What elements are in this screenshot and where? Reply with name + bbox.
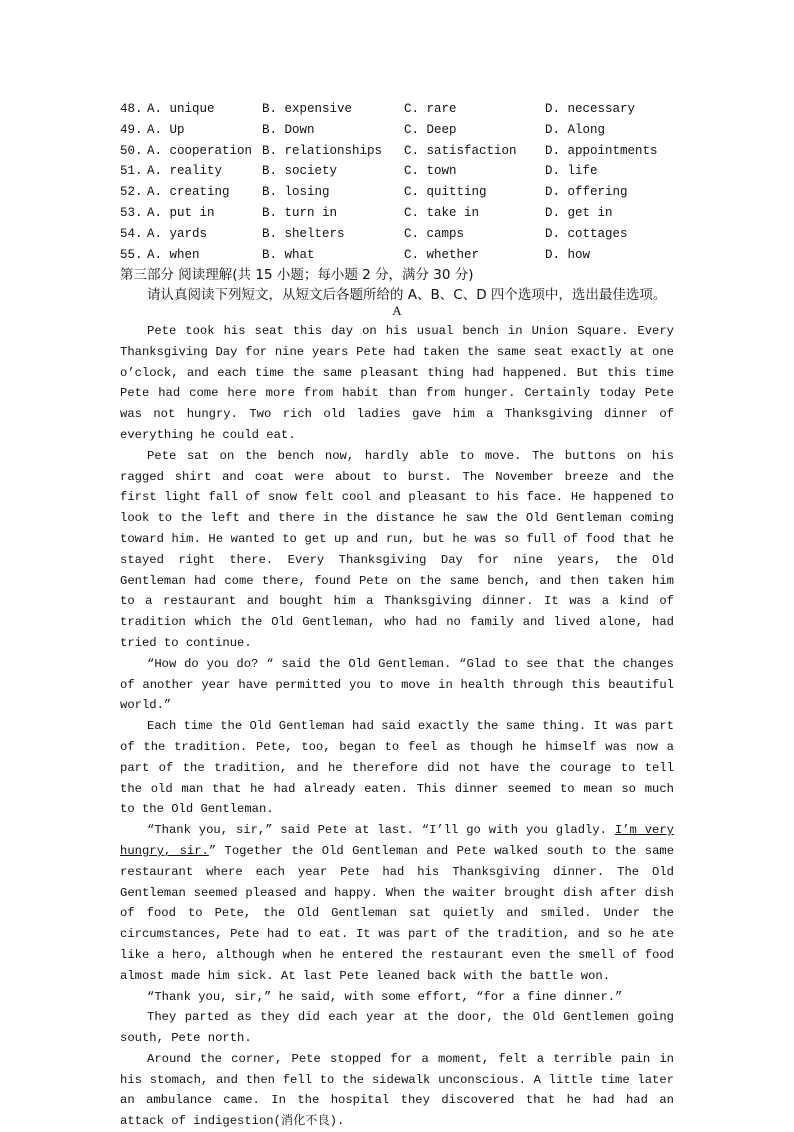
option-c: C. Deep	[404, 122, 457, 137]
option-a: A. cooperation	[147, 143, 253, 158]
question-number: 51.	[120, 164, 143, 179]
option-a: A. Up	[147, 122, 185, 137]
option-b: B. society	[262, 164, 338, 179]
paragraph: Around the corner, Pete stopped for a moment, felt a terrible pain in his stomach, and then fell to the sidewalk unconscious. A little time later an ambulance came. In the hospital they discovered that he had had an attack of indigestion(消化不良).	[120, 1051, 674, 1129]
answer-options	[120, 99, 680, 265]
option-d: D. how	[545, 247, 591, 262]
option-c: C. quitting	[404, 185, 487, 200]
option-row-54	[120, 224, 680, 245]
question-number: 52.	[120, 185, 143, 200]
passage-letter: A	[392, 303, 402, 318]
paragraph: Each time the Old Gentleman had said exactly the same thing. It was part of the tradition. Pete, too, began to feel as though he himself was now a part of the tradition, and he therefore did not have the courage to tell the old man that he had already eaten. This dinner seemed to mean so much to the Old Gentleman.	[120, 719, 674, 817]
option-b: B. expensive	[262, 102, 353, 116]
option-a: A. reality	[147, 164, 223, 179]
question-number: 50.	[120, 143, 143, 158]
question-number: 53.	[120, 205, 143, 220]
paragraph: Pete sat on the bench now, hardly able to move. The buttons on his ragged shirt and coat were about to burst. The November breeze and the first light fall of snow felt cool and pleasant to his face. He happened to look to the left and there in the distance he saw the Old Gentleman coming toward him. He wanted to get up and run, but he was so full of food that he stayed right there. Every Thanksgiving Day for nine years, the Old Gentleman had come there, found Pete on the same bench, and then taken him to a restaurant and bought him a Thanksgiving dinner. It was a kind of tradition which the Old Gentleman, who had no family and lived alone, had tried to continue.	[120, 448, 674, 650]
option-a: A. creating	[147, 185, 230, 200]
option-d: D. get in	[545, 205, 613, 220]
option-row-49	[120, 120, 680, 141]
option-row-51	[120, 161, 680, 182]
option-b: B. relationships	[262, 143, 383, 158]
paragraph: They parted as they did each year at the door, the Old Gentlemen going south, Pete north.	[120, 1010, 674, 1046]
option-d: D. necessary	[545, 102, 636, 116]
option-b: B. turn in	[262, 205, 338, 220]
option-d: D. offering	[545, 185, 628, 200]
option-c: C. satisfaction	[404, 143, 517, 158]
option-d: D. appointments	[545, 143, 658, 158]
option-a: A. yards	[147, 226, 208, 241]
question-number: 55.	[120, 247, 143, 262]
question-number: 49.	[120, 122, 143, 137]
option-d: D. life	[545, 164, 598, 179]
option-a: A. put in	[147, 205, 215, 220]
option-row-50	[120, 141, 680, 162]
option-row-48	[120, 99, 680, 120]
question-number: 54.	[120, 226, 143, 241]
option-row-53	[120, 203, 680, 224]
option-c: C. town	[404, 164, 457, 179]
paragraph: Pete took his seat this day on his usual bench in Union Square. Every Thanksgiving Day for nine years Pete had taken the same seat exactly at one o’clock, and each time the same pleasant thing had happened. But this time Pete had come here more from habit than from hunger. Certainly today Pete was not hungry. Two rich old ladies gave him a Thanksgiving dinner of everything he could eat.	[120, 324, 674, 442]
section-instruction: 请认真阅读下列短文，从短文后各题所给的 A、B、C、D 四个选项中，选出最佳选项。	[147, 287, 667, 303]
option-a: A. when	[147, 247, 200, 262]
reading-passage	[120, 321, 674, 1132]
option-b: B. what	[262, 247, 315, 262]
option-c: C. whether	[404, 247, 480, 262]
section-title: 第三部分 阅读理解(共 15 小题；每小题 2 分，满分 30 分)	[120, 267, 474, 283]
option-b: B. shelters	[262, 226, 345, 241]
text-segment: “Thank you, sir,” said Pete at last. “I’ll go with you gladly.	[147, 823, 615, 838]
option-b: B. Down	[262, 122, 315, 137]
text-segment: ” Together the Old Gentleman and Pete walked south to the same restaurant where each year Pete had his Thanksgiving dinner. The Old Gentleman seemed pleased and happy. When the waiter brought dish after dish of food to Pete, the Old Gentleman sat quietly and smiled. Under the circumstances, Pete had to eat. It was part of the tradition, and so he ate like a hero, although when he entered the restaurant even the smell of food almost made him sick. At last Pete leaned back with the battle won.	[120, 843, 675, 983]
paragraph: “How do you do? “ said the Old Gentleman. “Glad to see that the changes of another year have permitted you to move in health through this beautiful world.”	[120, 656, 674, 713]
option-c: C. camps	[404, 226, 465, 241]
option-d: D. Along	[545, 122, 606, 137]
option-d: D. cottages	[545, 226, 628, 241]
option-b: B. losing	[262, 185, 330, 200]
option-row-52	[120, 182, 680, 203]
option-a: A. unique	[147, 102, 215, 116]
paragraph	[120, 820, 674, 986]
option-c: C. rare	[404, 102, 457, 116]
paragraph: “Thank you, sir,” he said, with some effort, “for a fine dinner.”	[147, 989, 623, 1004]
underlined-sentence: I’m very hungry, sir.	[120, 823, 674, 858]
option-c: C. take in	[404, 205, 480, 220]
question-number: 48.	[120, 102, 143, 116]
